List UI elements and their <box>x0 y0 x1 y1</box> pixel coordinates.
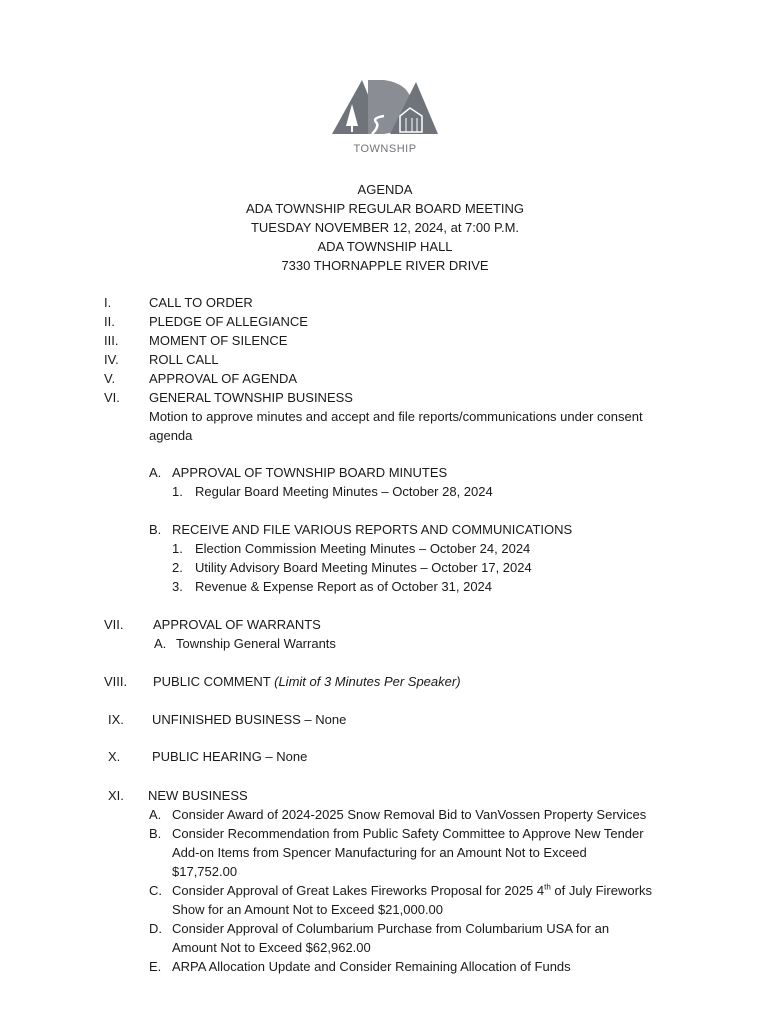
sub-item-letter: D. <box>149 921 162 936</box>
item-number: VI. <box>104 390 120 405</box>
new-business-c-line2: Show for an Amount Not to Exceed $21,000.00 <box>172 902 444 917</box>
item-public-comment-line <box>153 672 461 691</box>
sub-item-text: Revenue & Expense Report as of October 31, 2024 <box>195 579 493 594</box>
public-comment-label: PUBLIC COMMENT <box>153 674 271 689</box>
new-business-d-line1: Consider Approval of Columbarium Purchase from Columbarium USA for an <box>172 921 610 936</box>
new-business-b-line1: Consider Recommendation from Public Safety Committee to Approve New Tender <box>172 826 644 841</box>
section-a-label: APPROVAL OF TOWNSHIP BOARD MINUTES <box>172 465 448 480</box>
item-public-hearing-label: PUBLIC HEARING – None <box>152 749 308 764</box>
item-pledge: PLEDGE OF ALLEGIANCE <box>149 314 308 329</box>
item-number: IV. <box>104 352 119 367</box>
sub-item-text: Election Commission Meeting Minutes – October 24, 2024 <box>195 541 531 556</box>
sub-item-letter: A. <box>154 636 167 651</box>
new-business-d-line2: Amount Not to Exceed $62,962.00 <box>172 940 371 955</box>
item-number: I. <box>104 295 112 310</box>
sub-item-number: 3. <box>172 579 183 594</box>
item-unfinished-label: UNFINISHED BUSINESS – None <box>152 712 347 727</box>
public-comment-note: (Limit of 3 Minutes Per Speaker) <box>274 674 461 689</box>
meeting-name: ADA TOWNSHIP REGULAR BOARD MEETING <box>245 201 525 216</box>
sub-item-letter: C. <box>149 883 162 898</box>
c-line1-sup: th <box>544 882 551 892</box>
item-general-business: GENERAL TOWNSHIP BUSINESS <box>149 390 353 405</box>
mountain-logo-icon <box>332 76 438 138</box>
item-number: V. <box>104 371 116 386</box>
new-business-b-line3: $17,752.00 <box>172 864 238 879</box>
sub-item-text: Township General Warrants <box>176 636 336 651</box>
item-number: X. <box>108 749 121 764</box>
new-business-a: Consider Award of 2024-2025 Snow Removal Bid to VanVossen Property Services <box>172 807 647 822</box>
sub-item-number: 1. <box>172 484 183 499</box>
agenda-title: AGENDA <box>357 182 413 197</box>
consent-motion-line1: Motion to approve minutes and accept and file reports/communications under consent <box>149 409 643 424</box>
new-business-c-line1 <box>172 881 652 900</box>
sub-item-text: Regular Board Meeting Minutes – October 28, 2024 <box>195 484 493 499</box>
sub-item-number: 1. <box>172 541 183 556</box>
sub-item-number: 2. <box>172 560 183 575</box>
item-number: II. <box>104 314 115 329</box>
item-number: III. <box>104 333 119 348</box>
c-line1-pre: Consider Approval of Great Lakes Fireworks Proposal for 2025 4 <box>172 883 545 898</box>
item-number: VIII. <box>104 674 128 689</box>
sub-item-letter: A. <box>149 807 162 822</box>
section-letter: A. <box>149 465 162 480</box>
sub-item-letter: E. <box>149 959 162 974</box>
consent-motion-line2: agenda <box>149 428 193 443</box>
meeting-address: 7330 THORNAPPLE RIVER DRIVE <box>281 258 489 273</box>
sub-item-letter: B. <box>149 826 162 841</box>
item-call-to-order: CALL TO ORDER <box>149 295 253 310</box>
item-warrants-label: APPROVAL OF WARRANTS <box>153 617 321 632</box>
c-line1-post: of July Fireworks <box>550 883 652 898</box>
item-number: VII. <box>104 617 124 632</box>
section-letter: B. <box>149 522 162 537</box>
section-b-label: RECEIVE AND FILE VARIOUS REPORTS AND COMMUNICATIONS <box>172 522 573 537</box>
township-logo <box>332 76 438 158</box>
item-approval-of-agenda: APPROVAL OF AGENDA <box>149 371 298 386</box>
meeting-date: TUESDAY NOVEMBER 12, 2024, at 7:00 P.M. <box>250 220 520 235</box>
item-number: IX. <box>108 712 124 727</box>
item-new-business-label: NEW BUSINESS <box>148 788 248 803</box>
sub-item-text: Utility Advisory Board Meeting Minutes – October 17, 2024 <box>195 560 532 575</box>
logo-wordmark: TOWNSHIP <box>353 143 417 155</box>
item-number: XI. <box>108 788 124 803</box>
item-moment-of-silence: MOMENT OF SILENCE <box>149 333 288 348</box>
meeting-location: ADA TOWNSHIP HALL <box>317 239 453 254</box>
new-business-e: ARPA Allocation Update and Consider Remaining Allocation of Funds <box>172 959 571 974</box>
new-business-b-line2: Add-on Items from Spencer Manufacturing for an Amount Not to Exceed <box>172 845 587 860</box>
meeting-header <box>0 180 770 275</box>
item-roll-call: ROLL CALL <box>149 352 219 367</box>
